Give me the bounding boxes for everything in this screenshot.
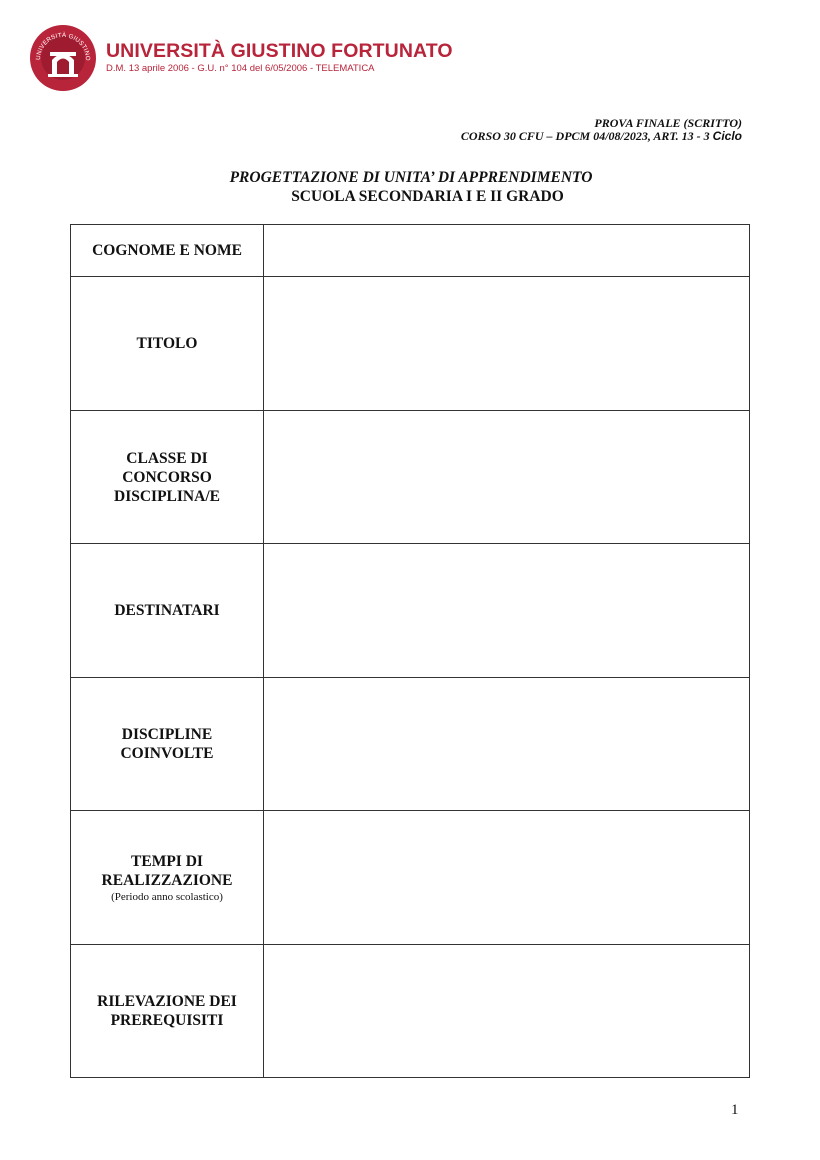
form-row-tempi-di-realizzazione	[71, 811, 750, 945]
field-label-line: REALIZZAZIONE	[101, 871, 233, 889]
course-line-2	[461, 130, 742, 143]
title-line-1: PROGETTAZIONE DI UNITA’ DI APPRENDIMENTO	[229, 169, 593, 186]
input-cell-titolo[interactable]	[264, 277, 750, 411]
university-name: UNIVERSITÀ GIUSTINO FORTUNATO	[106, 40, 453, 62]
course-info	[461, 117, 742, 143]
label-cell-tempi-di-realizzazione	[71, 811, 264, 945]
field-label-line: DISCIPLINE	[121, 726, 213, 743]
field-label-line: CLASSE DI	[126, 449, 208, 467]
label-cell-cognome-nome	[71, 225, 264, 277]
label-cell-titolo	[71, 277, 264, 411]
course-line-2-text: CORSO 30 CFU – DPCM 04/08/2023, ART. 13 - 3	[460, 129, 710, 143]
field-label-line: TEMPI DI	[131, 852, 203, 870]
field-label-line: COGNOME E NOME	[92, 242, 242, 259]
page-number: 1	[731, 1102, 739, 1118]
brand-block	[106, 40, 453, 76]
input-cell-destinatari[interactable]	[264, 544, 750, 678]
input-cell-discipline-coinvolte[interactable]	[264, 678, 750, 811]
document-title	[0, 168, 820, 206]
input-cell-classe-di-concorso[interactable]	[264, 411, 750, 544]
form-row-rilevazione-prerequisiti	[71, 945, 750, 1078]
form-row-destinatari	[71, 544, 750, 678]
field-label-line: CONCORSO	[122, 468, 212, 486]
field-label-line: DESTINATARI	[114, 602, 220, 619]
input-cell-cognome-nome[interactable]	[264, 225, 750, 277]
label-cell-rilevazione-prerequisiti	[71, 945, 264, 1078]
field-label-line: COINVOLTE	[120, 745, 214, 762]
field-label-line: PREREQUISITI	[110, 1012, 224, 1029]
form-row-titolo	[71, 277, 750, 411]
input-cell-tempi-di-realizzazione[interactable]	[264, 811, 750, 945]
field-label-line: RILEVAZIONE DEI	[97, 993, 237, 1010]
form-row-classe-di-concorso	[71, 411, 750, 544]
input-cell-rilevazione-prerequisiti[interactable]	[264, 945, 750, 1078]
university-seal-icon	[28, 22, 98, 92]
field-label-line: TITOLO	[136, 335, 198, 352]
label-cell-destinatari	[71, 544, 264, 678]
university-subtitle: D.M. 13 aprile 2006 - G.U. n° 104 del 6/05/2006 - TELEMATICA	[106, 63, 375, 74]
form-row-cognome-nome	[71, 225, 750, 277]
course-line-1: PROVA FINALE (SCRITTO)	[594, 116, 742, 130]
form-table	[70, 224, 750, 1078]
form-row-discipline-coinvolte	[71, 678, 750, 811]
form-table-body	[71, 225, 750, 1078]
label-cell-discipline-coinvolte	[71, 678, 264, 811]
title-line-2: SCUOLA SECONDARIA I E II GRADO	[291, 188, 564, 205]
field-note: (Periodo anno scolastico)	[111, 890, 223, 903]
university-logo	[28, 22, 98, 92]
course-line-2-suffix: Ciclo	[712, 129, 742, 143]
label-cell-classe-di-concorso	[71, 411, 264, 544]
field-label-line: DISCIPLINA/E	[114, 487, 220, 505]
logo-ring-text: UNIVERSITÀ GIUSTINO	[34, 31, 92, 62]
